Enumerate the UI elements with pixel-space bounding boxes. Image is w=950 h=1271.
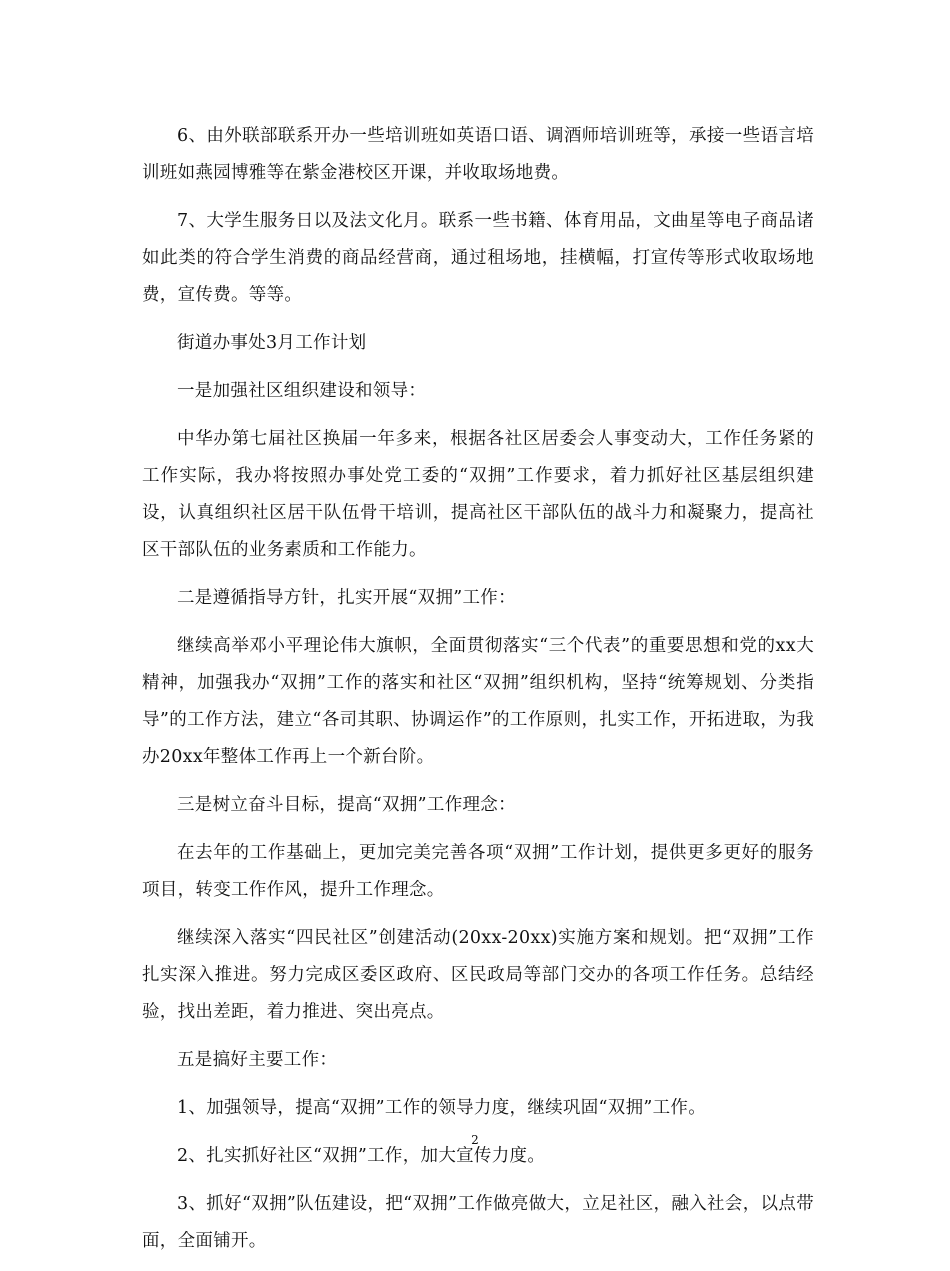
document-body	[142, 118, 814, 1271]
list-item-3: 3、抓好“双拥”队伍建设，把“双拥”工作做亮做大，立足社区，融入社会，以点带面，全面铺开。	[142, 1194, 814, 1251]
paragraph-item-7: 7、大学生服务日以及法文化月。联系一些书籍、体育用品，文曲星等电子商品诸如此类的符合学生消费的商品经营商，通过租场地，挂横幅，打宣传等形式收取场地费，宣传费。等等。	[142, 211, 814, 305]
heading-three: 三是树立奋斗目标，提高“双拥”工作理念：	[177, 795, 516, 815]
heading-two: 二是遵循指导方针，扎实开展“双拥”工作：	[177, 588, 516, 608]
section-title: 街道办事处3月工作计划	[177, 333, 367, 353]
paragraph-guiding-principles: 继续高举邓小平理论伟大旗帜，全面贯彻落实“三个代表”的重要思想和党的xx大精神，加强我办“双拥”工作的落实和社区“双拥”组织机构，坚持“统筹规划、分类指导”的工作方法，建立“各司其职、协调运作”的工作原则，扎实工作，开拓进取，为我办20xx年整体工作再上一个新台阶。	[142, 636, 814, 767]
paragraph-community-organization: 中华办第七届社区换届一年多来，根据各社区居委会人事变动大，工作任务紧的工作实际，我办将按照办事处党工委的“双拥”工作要求，着力抓好社区基层组织建设，认真组织社区居干队伍骨干培训，提高社区干部队伍的战斗力和凝聚力，提高社区干部队伍的业务素质和工作能力。	[142, 429, 814, 560]
heading-five: 五是搞好主要工作：	[177, 1050, 338, 1070]
heading-one: 一是加强社区组织建设和领导：	[177, 381, 427, 401]
page-number: 2	[471, 1133, 479, 1147]
paragraph-item-6: 6、由外联部联系开办一些培训班如英语口语、调酒师培训班等，承接一些语言培训班如燕园博雅等在紫金港校区开课，并收取场地费。	[142, 126, 814, 183]
list-item-1: 1、加强领导，提高“双拥”工作的领导力度，继续巩固“双拥”工作。	[177, 1098, 707, 1118]
paragraph-service-improvement: 在去年的工作基础上，更加完美完善各项“双拥”工作计划，提供更多更好的服务项目，转变工作作风，提升工作理念。	[142, 843, 814, 900]
list-item-2: 2、扎实抓好社区“双拥”工作，加大宣传力度。	[177, 1146, 546, 1166]
paragraph-four-people-community: 继续深入落实“四民社区”创建活动(20xx-20xx)实施方案和规划。把“双拥”工作扎实深入推进。努力完成区委区政府、区民政局等部门交办的各项工作任务。总结经验，找出差距，着力推进、突出亮点。	[142, 928, 814, 1022]
